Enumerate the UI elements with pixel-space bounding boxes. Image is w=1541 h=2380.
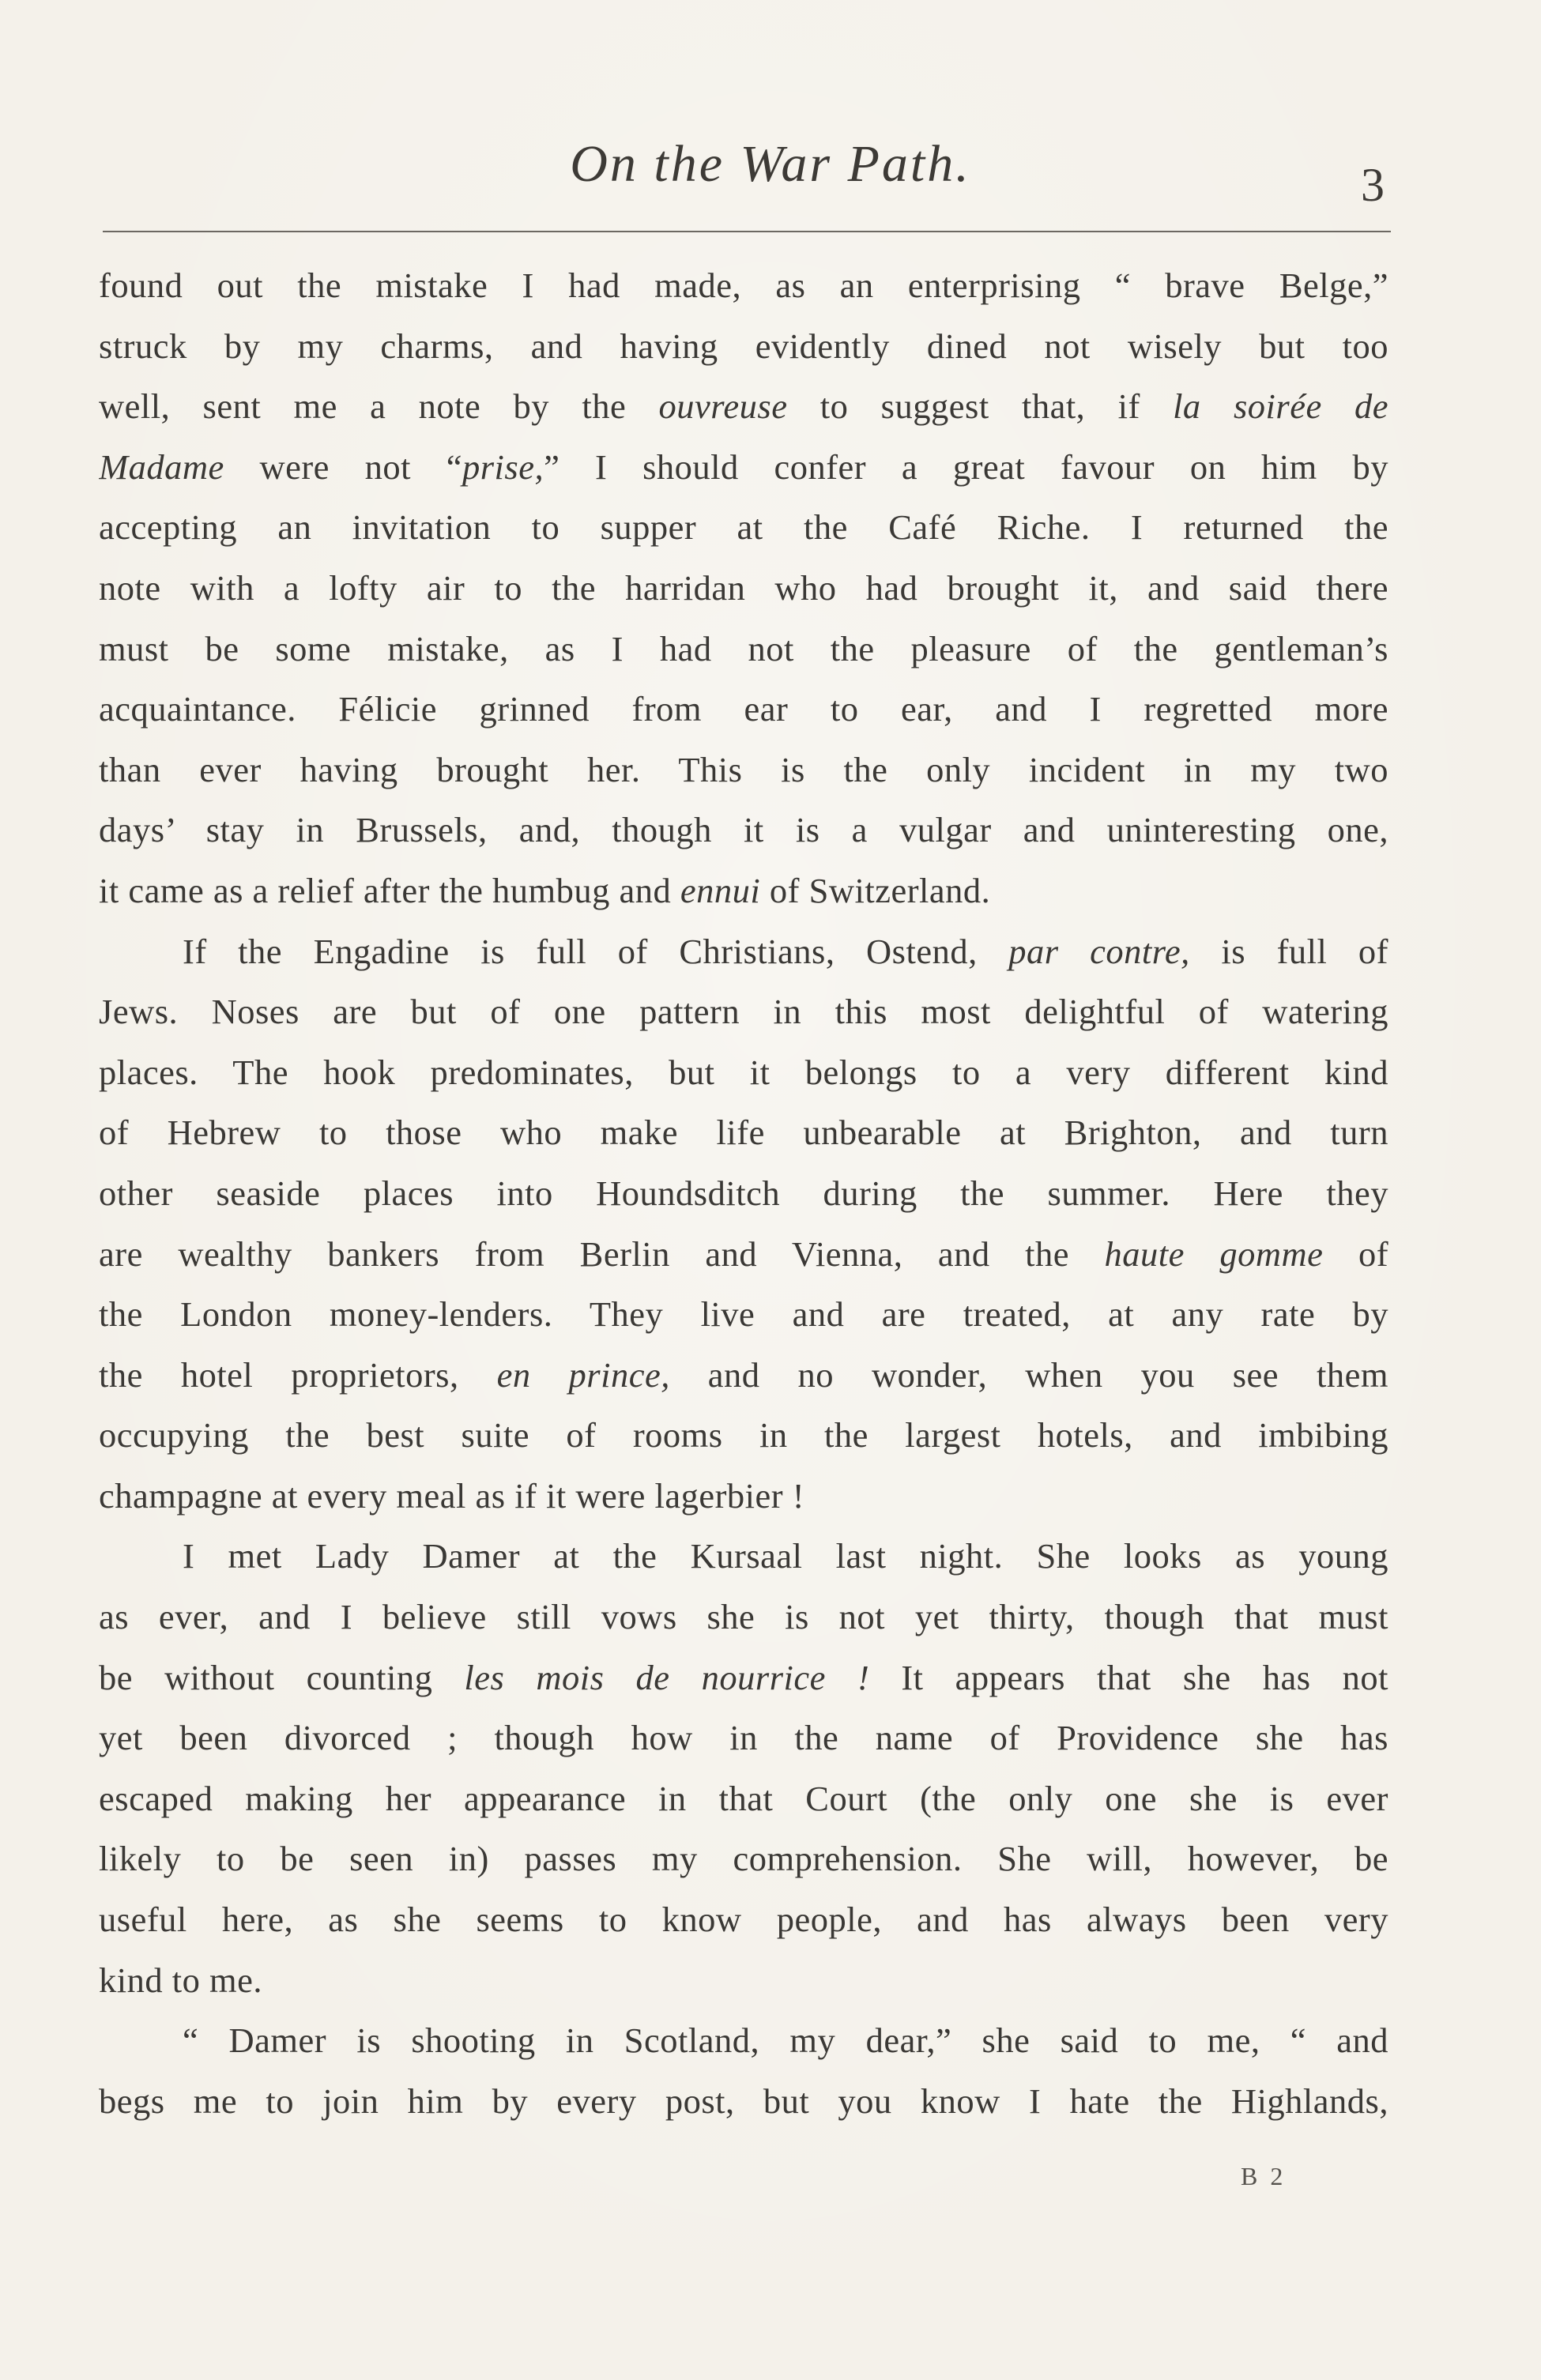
- text-line: [99, 497, 1388, 558]
- text-run: found out the mistake I had made, as an enterprising “ brave Belge,”: [99, 265, 1388, 305]
- text-run: of Hebrew to those who make life unbearable at Brighton, and turn: [99, 1113, 1388, 1153]
- text-run: begs me to join him by every post, but you know I hate the Highlands,: [99, 2081, 1388, 2121]
- text-run: of: [1323, 1233, 1388, 1274]
- text-line: [99, 2071, 1388, 2132]
- text-line: [99, 981, 1388, 1042]
- italic-text-run: ouvreuse: [658, 386, 788, 427]
- text-line: [99, 1526, 1388, 1587]
- text-run: be without counting: [99, 1657, 465, 1697]
- running-head: [0, 134, 1541, 211]
- text-line: [99, 1284, 1388, 1345]
- header-rule: [103, 231, 1391, 232]
- text-run: struck by my charms, and having evidently dined not wisely but too: [99, 326, 1388, 366]
- text-line: [99, 1828, 1388, 1889]
- signature-mark: B 2: [1241, 2162, 1287, 2190]
- text-line: [99, 1889, 1388, 1950]
- text-line: [99, 376, 1388, 437]
- text-line: [99, 800, 1388, 860]
- italic-text-run: en prince,: [496, 1354, 670, 1395]
- text-run: yet been divorced ; though how in the name of Providence she has: [99, 1718, 1388, 1758]
- italic-text-run: prise,: [462, 446, 544, 487]
- text-run: the London money-lenders. They live and are treated, at any rate by: [99, 1294, 1388, 1335]
- text-run: accepting an invitation to supper at the Café Riche. I returned the: [99, 507, 1388, 548]
- text-line: [99, 1950, 1388, 2011]
- body-text: [99, 255, 1388, 2131]
- text-line: [99, 1768, 1388, 1829]
- text-run: “ Damer is shooting in Scotland, my dear,” she said to me, “ and: [183, 2020, 1388, 2061]
- text-line: [99, 1102, 1388, 1163]
- text-line: [99, 316, 1388, 377]
- text-run: are wealthy bankers from Berlin and Vienna, and the: [99, 1233, 1105, 1274]
- italic-text-run: ennui: [680, 870, 761, 910]
- text-line: [99, 255, 1388, 316]
- italic-text-run: haute gomme: [1104, 1233, 1324, 1274]
- text-line: [99, 679, 1388, 740]
- italic-text-run: les mois de nourrice !: [464, 1657, 870, 1697]
- page-number: 3: [1361, 159, 1385, 211]
- text-line: [99, 1345, 1388, 1406]
- text-run: champagne at every meal as if it were lagerbier !: [99, 1475, 805, 1516]
- text-run: and no wonder, when you see them: [669, 1354, 1388, 1395]
- text-run: to suggest that, if: [787, 386, 1174, 427]
- text-run: Jews. Noses are but of one pattern in this most delightful of watering: [99, 992, 1388, 1032]
- text-line: [99, 1466, 1388, 1527]
- text-run: as ever, and I believe still vows she is not yet thirty, though that must: [99, 1597, 1388, 1637]
- text-line: [99, 740, 1388, 800]
- text-line: [99, 921, 1388, 982]
- text-run: well, sent me a note by the: [99, 386, 659, 427]
- italic-text-run: la soirée de: [1173, 386, 1388, 427]
- text-run: must be some mistake, as I had not the pleasure of the gentleman’s: [99, 628, 1388, 668]
- text-run: days’ stay in Brussels, and, though it is a vulgar and uninteresting one,: [99, 810, 1388, 850]
- text-run: were not “: [224, 446, 462, 487]
- text-run: of Switzerland.: [760, 870, 991, 910]
- text-line: [99, 2010, 1388, 2071]
- text-line: [99, 1042, 1388, 1103]
- text-run: It appears that she has not: [869, 1657, 1388, 1697]
- text-run: kind to me.: [99, 1960, 262, 2000]
- text-run: If the Engadine is full of Christians, Ostend,: [183, 931, 1009, 971]
- text-line: [99, 619, 1388, 680]
- text-line: [99, 1163, 1388, 1224]
- text-run: escaped making her appearance in that Court (the only one she is ever: [99, 1778, 1388, 1818]
- text-run: the hotel proprietors,: [99, 1354, 497, 1395]
- text-run: other seaside places into Houndsditch during the summer. Here they: [99, 1173, 1388, 1213]
- text-line: [99, 1648, 1388, 1708]
- text-line: [99, 1224, 1388, 1285]
- text-run: acquaintance. Félicie grinned from ear to ear, and I regretted more: [99, 689, 1388, 729]
- text-line: [99, 1708, 1388, 1768]
- text-run: occupying the best suite of rooms in the largest hotels, and imbibing: [99, 1415, 1388, 1455]
- text-run: ” I should confer a great favour on him by: [544, 446, 1388, 487]
- text-line: [99, 1405, 1388, 1466]
- text-run: is full of: [1189, 931, 1388, 971]
- text-run: useful here, as she seems to know people, and has always been very: [99, 1900, 1388, 1940]
- text-line: [99, 1587, 1388, 1648]
- text-run: places. The hook predominates, but it belongs to a very different kind: [99, 1052, 1388, 1092]
- text-run: I met Lady Damer at the Kursaal last night. She looks as young: [183, 1536, 1388, 1576]
- text-run: note with a lofty air to the harridan who had brought it, and said there: [99, 567, 1388, 608]
- text-run: likely to be seen in) passes my comprehension. She will, however, be: [99, 1839, 1388, 1879]
- text-line: [99, 860, 1388, 921]
- text-run: it came as a relief after the humbug and: [99, 870, 680, 910]
- text-line: [99, 437, 1388, 498]
- running-title: On the War Path.: [570, 135, 971, 193]
- text-line: [99, 558, 1388, 619]
- italic-text-run: Madame: [99, 446, 224, 487]
- text-run: than ever having brought her. This is the only incident in my two: [99, 749, 1388, 789]
- italic-text-run: par contre,: [1008, 931, 1190, 971]
